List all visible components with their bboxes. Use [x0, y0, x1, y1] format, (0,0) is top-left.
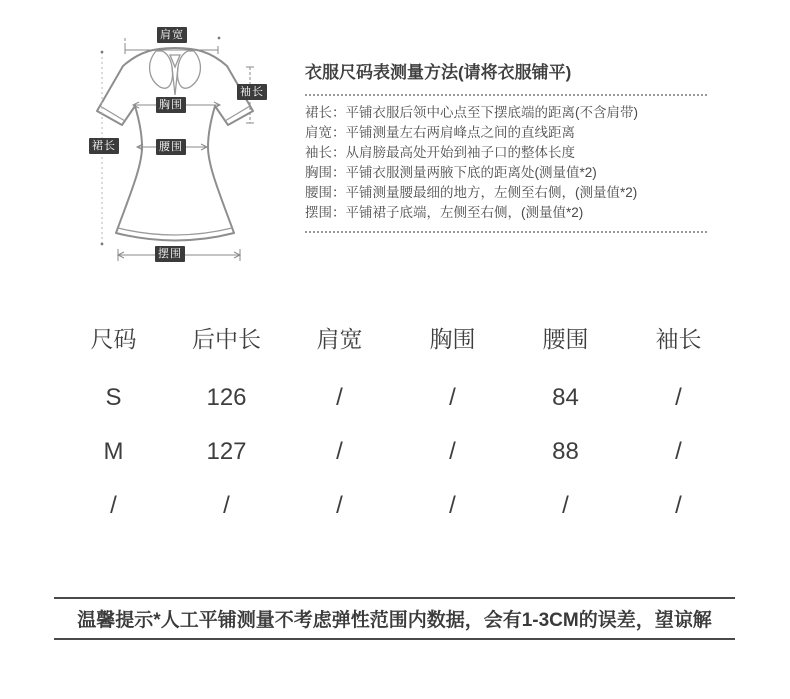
- size-table-cell: 127: [206, 438, 247, 465]
- guide-item-waist: 腰围：平铺测量腰最细的地方，左侧至右侧，(测量值*2): [305, 185, 638, 200]
- size-table-cell: /: [223, 492, 230, 519]
- size-table-cell: /: [675, 384, 682, 411]
- guide-item-shoulder: 肩宽：平铺测量左右两肩峰点之间的直线距离: [305, 125, 575, 140]
- size-table-cell: /: [336, 384, 343, 411]
- collar-right-lapel: [178, 51, 201, 88]
- guide-divider-top: [305, 94, 707, 96]
- guide-title: 衣服尺码表测量方法(请将衣服铺平): [305, 63, 572, 82]
- guide-item-sleeve: 袖长：从肩膀最高处开始到袖子口的整体长度: [305, 145, 575, 160]
- size-table-header-shoulder: 肩宽: [316, 325, 363, 352]
- label-shoulder-width: 肩宽: [157, 27, 187, 43]
- guide-item-skirt-length: 裙长：平铺衣服后领中心点至下摆底端的距离(不含肩带): [305, 105, 638, 120]
- footer-tip-box: [54, 597, 735, 640]
- size-table-cell: /: [562, 492, 569, 519]
- size-table-cell: 84: [552, 384, 579, 411]
- size-table-cell: /: [449, 492, 456, 519]
- size-table-cell: /: [675, 438, 682, 465]
- size-table-cell: 88: [552, 438, 579, 465]
- size-table-cell: /: [336, 438, 343, 465]
- label-waist: 腰围: [156, 139, 186, 155]
- label-skirt-length: 裙长: [89, 138, 119, 154]
- size-table-header-size: 尺码: [90, 325, 137, 352]
- size-table-cell: /: [449, 438, 456, 465]
- label-bust: 胸围: [156, 97, 186, 113]
- size-table-header-sleeve: 袖长: [655, 325, 702, 352]
- size-table-cell: /: [675, 492, 682, 519]
- guide-item-hem: 摆围：平铺裙子底端，左侧至右侧，(测量值*2): [305, 205, 584, 220]
- size-table-cell: /: [336, 492, 343, 519]
- guide-list: [305, 103, 707, 223]
- guide-divider-bottom: [305, 231, 707, 233]
- size-table: [57, 303, 735, 533]
- size-table-header-waist: 腰围: [542, 325, 589, 352]
- label-hem: 摆围: [155, 246, 185, 262]
- size-table-cell: M: [103, 438, 124, 465]
- guide-item-bust: 胸围：平铺衣服测量两腋下底的距离处(测量值*2): [305, 165, 597, 180]
- size-table-cell: /: [110, 492, 117, 519]
- collar-left-lapel: [150, 51, 173, 88]
- footer-tip-text: 温馨提示*人工平铺测量不考虑弹性范围内数据，会有1-3CM的误差，望谅解: [77, 610, 712, 631]
- size-table-header-back-length: 后中长: [192, 325, 261, 352]
- measure-guide: [305, 58, 707, 233]
- size-table-cell: 126: [206, 384, 247, 411]
- label-sleeve-length: 袖长: [237, 84, 267, 100]
- size-table-cell: S: [105, 384, 122, 411]
- size-table-cell: /: [449, 384, 456, 411]
- size-table-header-bust: 胸围: [429, 325, 476, 352]
